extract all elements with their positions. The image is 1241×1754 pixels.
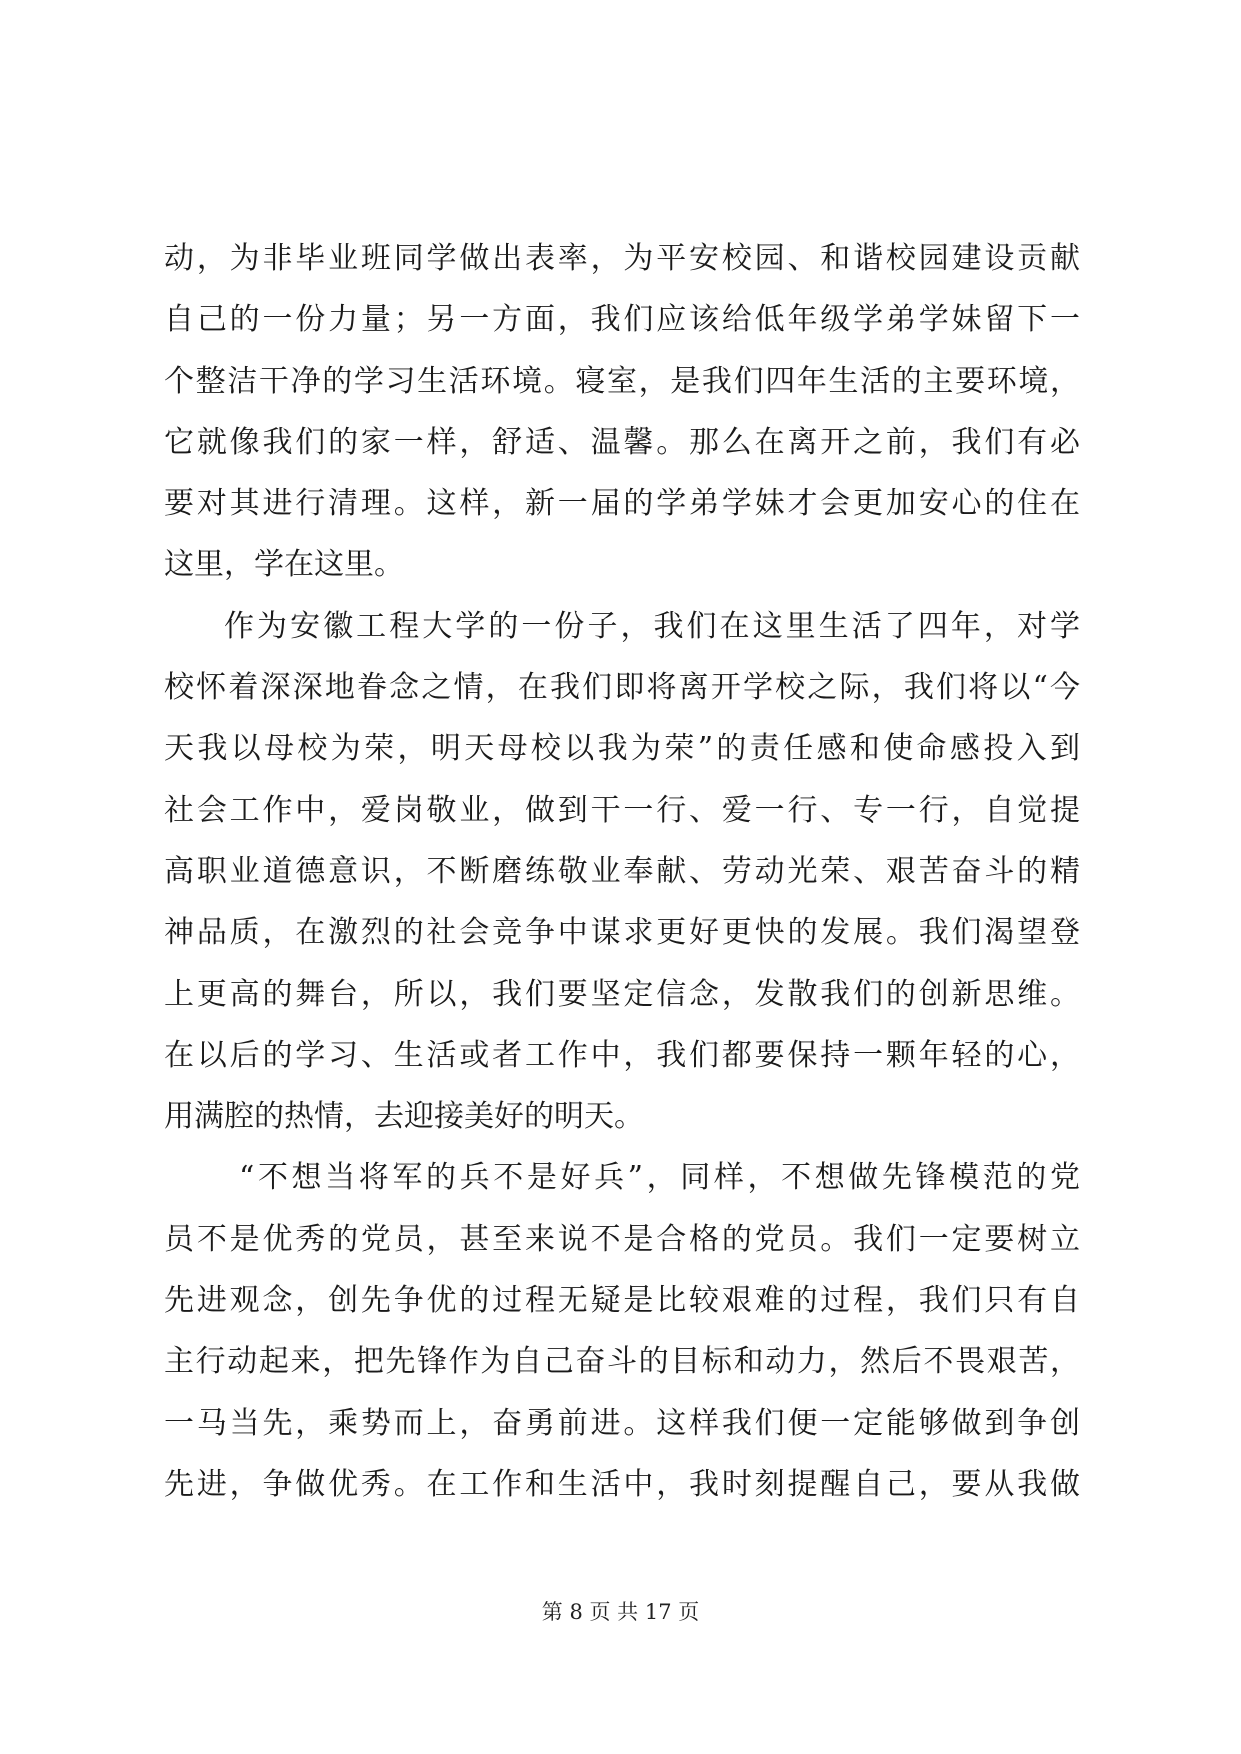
text-line: 先进，争做优秀。在工作和生活中，我时刻提醒自己，要从我做 bbox=[164, 1466, 1080, 1502]
text-line: 上更高的舞台，所以，我们要坚定信念，发散我们的创新思维。 bbox=[164, 976, 1080, 1012]
page-number-footer: 第 8 页 共 17 页 bbox=[541, 1600, 700, 1624]
text-line: 要对其进行清理。这样，新一届的学弟学妹才会更加安心的住在 bbox=[164, 486, 1080, 522]
text-line: 社会工作中，爱岗敬业，做到干一行、爱一行、专一行，自觉提 bbox=[164, 792, 1080, 828]
text-line: 天我以母校为荣，明天母校以我为荣”的责任感和使命感投入到 bbox=[164, 731, 1080, 767]
text-line: 个整洁干净的学习生活环境。寝室，是我们四年生活的主要环境， bbox=[164, 363, 1080, 399]
text-line: 先进观念，创先争优的过程无疑是比较艰难的过程，我们只有自 bbox=[164, 1283, 1080, 1319]
paragraph-3 bbox=[164, 1147, 1080, 1515]
text-line: 校怀着深深地眷念之情，在我们即将离开学校之际，我们将以“今 bbox=[164, 670, 1080, 706]
text-line: 主行动起来，把先锋作为自己奋斗的目标和动力，然后不畏艰苦， bbox=[164, 1344, 1080, 1380]
text-line: 作为安徽工程大学的一份子，我们在这里生活了四年，对学 bbox=[224, 608, 1080, 644]
paragraph-2 bbox=[164, 596, 1080, 1148]
text-line: 这里，学在这里。 bbox=[164, 547, 404, 583]
text-line: 在以后的学习、生活或者工作中，我们都要保持一颗年轻的心， bbox=[164, 1037, 1080, 1073]
text-line: 高职业道德意识，不断磨练敬业奉献、劳动光荣、艰苦奋斗的精 bbox=[164, 853, 1080, 889]
text-line: 员不是优秀的党员，甚至来说不是合格的党员。我们一定要树立 bbox=[164, 1221, 1080, 1257]
text-line: 神品质，在激烈的社会竞争中谋求更好更快的发展。我们渴望登 bbox=[164, 915, 1080, 951]
text-line: 一马当先，乘势而上，奋勇前进。这样我们便一定能够做到争创 bbox=[164, 1405, 1080, 1441]
paragraph-1 bbox=[164, 228, 1080, 596]
text-line: 它就像我们的家一样，舒适、温馨。那么在离开之前，我们有必 bbox=[164, 424, 1080, 460]
text-line: 用满腔的热情，去迎接美好的明天。 bbox=[164, 1099, 644, 1135]
text-line: 自己的一份力量；另一方面，我们应该给低年级学弟学妹留下一 bbox=[164, 302, 1080, 338]
document-body bbox=[164, 228, 1080, 1515]
text-line: 动，为非毕业班同学做出表率，为平安校园、和谐校园建设贡献 bbox=[164, 241, 1080, 276]
text-line: “不想当将军的兵不是好兵”，同样，不想做先锋模范的党 bbox=[239, 1160, 1080, 1196]
